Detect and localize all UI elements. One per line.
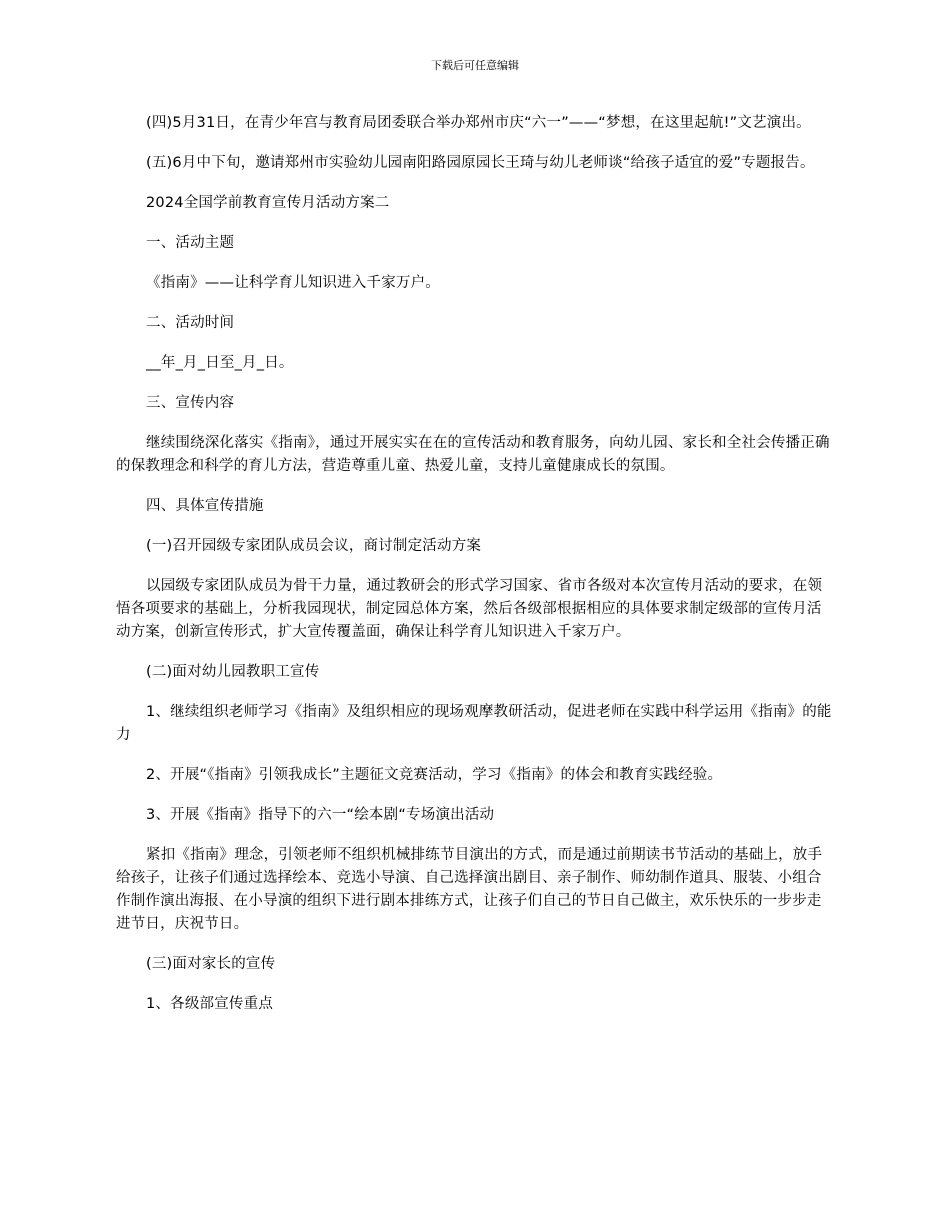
heading-content: 三、宣传内容 bbox=[146, 395, 235, 411]
subheading-parent-publicity: (三)面对家长的宣传 bbox=[146, 956, 276, 972]
subheading-staff-publicity: (二)面对幼儿园教职工宣传 bbox=[146, 664, 320, 680]
document-body bbox=[116, 112, 832, 1033]
paragraph-theme: 《指南》——让科学育儿知识进入千家万户。 bbox=[146, 275, 440, 291]
page-header: 下载后可任意编辑 bbox=[431, 59, 519, 72]
section-title-plan-two: 2024全国学前教育宣传月活动方案二 bbox=[146, 195, 390, 211]
heading-measures: 四、具体宣传措施 bbox=[146, 498, 264, 514]
list-item-staff-1: 1、继续组织老师学习《指南》及组织相应的现场观摩教研活动，促进老师在实践中科学运用《指南》的能力 bbox=[116, 704, 832, 743]
paragraph-event-may31: (四)5月31日，在青少年宫与教育局团委联合举办郑州市庆“六一”——“梦想，在这里起航!”文艺演出。 bbox=[146, 115, 811, 131]
heading-activity-theme: 一、活动主题 bbox=[146, 235, 235, 251]
paragraph-content: 继续围绕深化落实《指南》，通过开展实实在在的宣传活动和教育服务，向幼儿园、家长和全社会传播正确的保教理念和科学的育儿方法，营造尊重儿童、热爱儿童，支持儿童健康成长的氛围。 bbox=[116, 435, 830, 474]
subheading-expert-meeting: (一)召开园级专家团队成员会议，商讨制定活动方案 bbox=[146, 538, 482, 554]
heading-activity-time: 二、活动时间 bbox=[146, 315, 235, 331]
paragraph-expert-meeting: 以园级专家团队成员为骨干力量，通过教研会的形式学习国家、省市各级对本次宣传月活动的要求，在领悟各项要求的基础上，分析我园现状，制定园总体方案，然后各级部根据相应的具体要求制定级部的宣传月活动方案，创新宣传形式，扩大宣传覆盖面，确保让科学育儿知识进入千家万户。 bbox=[116, 578, 823, 640]
paragraph-event-june: (五)6月中下旬，邀请郑州市实验幼儿园南阳路园原园长王琦与幼儿老师谈“给孩子适宜的爱”专题报告。 bbox=[146, 155, 815, 171]
list-item-staff-3: 3、开展《指南》指导下的六一“绘本剧“专场演出活动 bbox=[146, 807, 495, 823]
list-item-staff-2: 2、开展“《指南》引领我成长”主题征文竞赛活动，学习《指南》的体会和教育实践经验。 bbox=[146, 767, 723, 783]
paragraph-picture-book-drama: 紧扣《指南》理念，引领老师不组织机械排练节目演出的方式，而是通过前期读书节活动的基础上，放手给孩子，让孩子们通过选择绘本、竞选小导演、自己选择演出剧目、亲子制作、师幼制作道具、服装、小组合作制作演出海报、在小导演的组织下进行剧本排练方式，让孩子们自己的节日自己做主，欢乐快乐的一步步走进节日，庆祝节日。 bbox=[116, 847, 823, 932]
list-item-parent-1: 1、各级部宣传重点 bbox=[146, 996, 274, 1012]
paragraph-time: __年_月_日至_月_日。 bbox=[146, 355, 294, 371]
